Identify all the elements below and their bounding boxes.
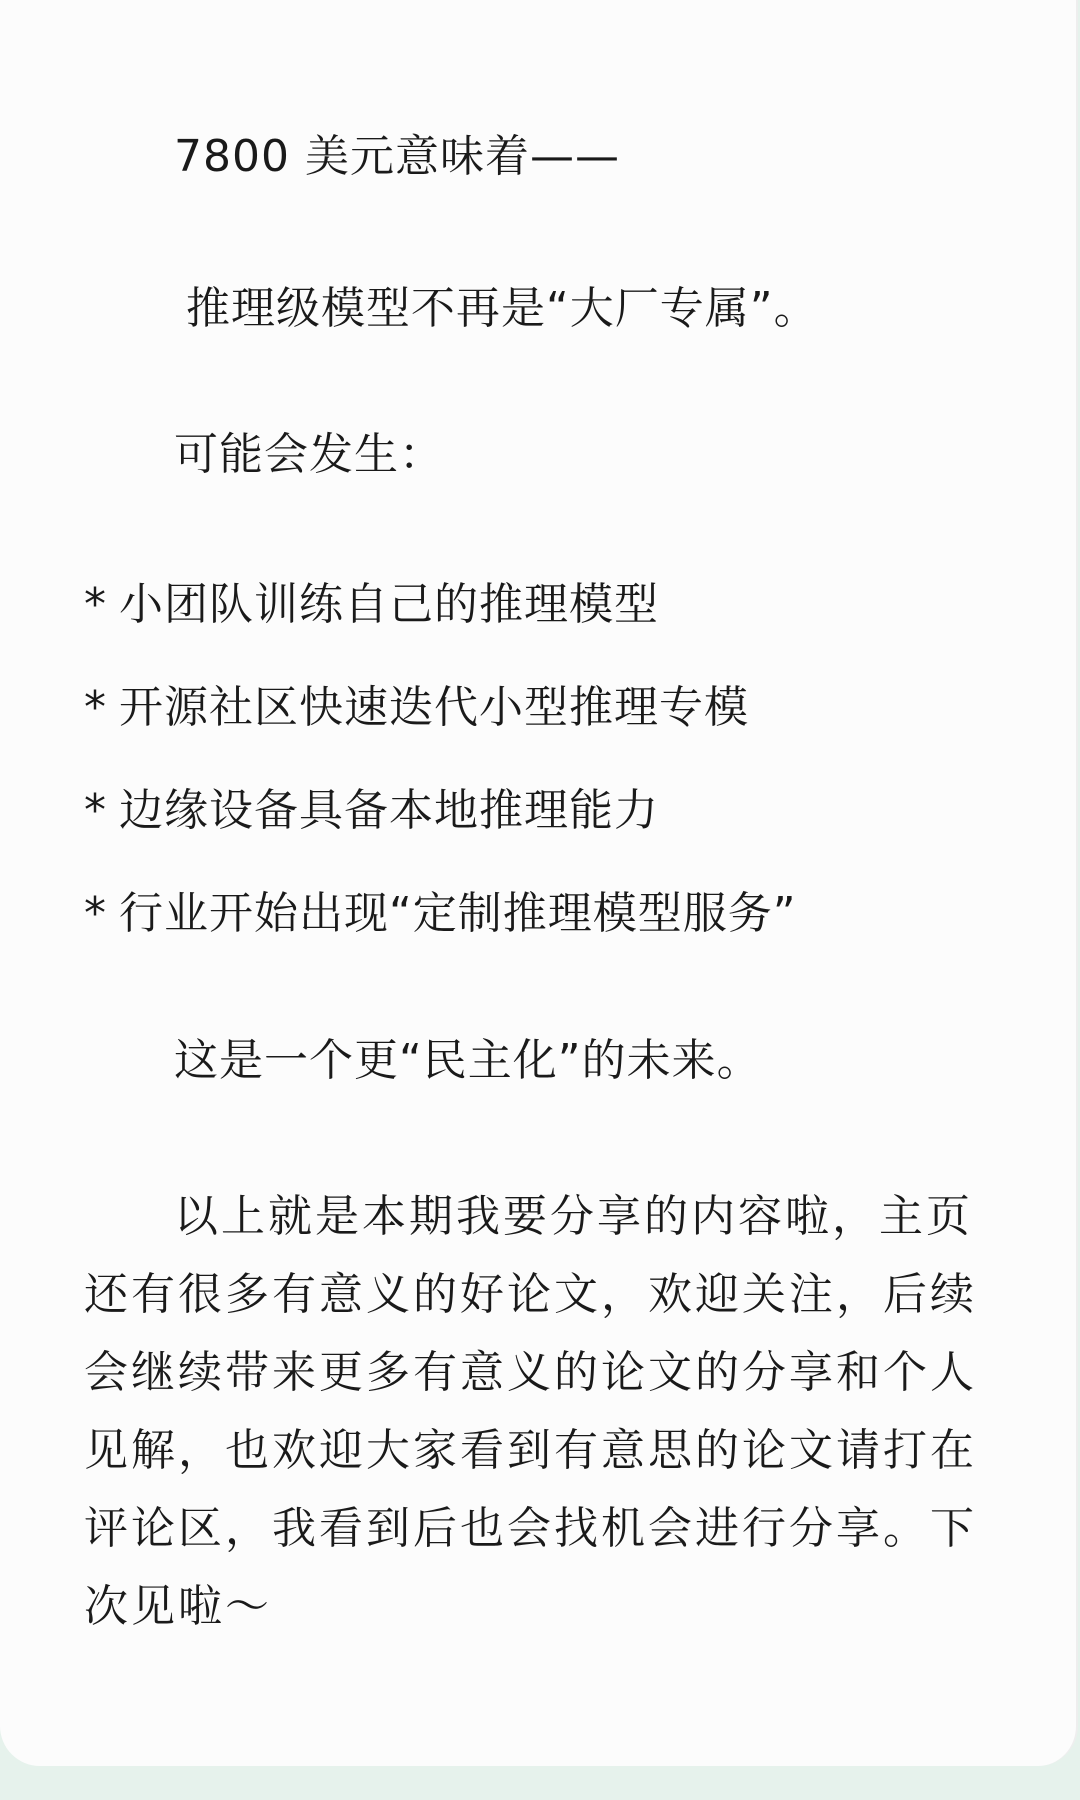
future-statement: 这是一个更“民主化”的未来。	[174, 1035, 762, 1086]
list-item	[84, 683, 749, 733]
list-item	[84, 786, 659, 836]
closing-paragraph: 以上就是本期我要分享的内容啦，主页还有很多有意义的好论文，欢迎关注，后续会继续带来更多有意义的论文的分享和个人见解，也欢迎大家看到有意思的论文请打在评论区，我看到后也会找机会进行分享。下次见啦～	[84, 1191, 977, 1632]
list-item	[84, 580, 659, 630]
intro-line-possibilities: 可能会发生：	[174, 429, 444, 480]
bullet-marker: *	[84, 888, 107, 939]
list-item	[84, 889, 797, 939]
bullet-text: 行业开始出现“定制推理模型服务”	[119, 888, 797, 939]
bullet-marker: *	[84, 682, 107, 733]
intro-line-democratization: 推理级模型不再是“大厂专属”。	[186, 283, 819, 334]
intro-line-cost: 7800 美元意味着——	[174, 131, 620, 182]
bullet-marker: *	[84, 579, 107, 630]
bullet-text: 小团队训练自己的推理模型	[119, 579, 659, 630]
bullet-text: 开源社区快速迭代小型推理专模	[119, 682, 749, 733]
bullet-marker: *	[84, 785, 107, 836]
bullet-text: 边缘设备具备本地推理能力	[119, 785, 659, 836]
